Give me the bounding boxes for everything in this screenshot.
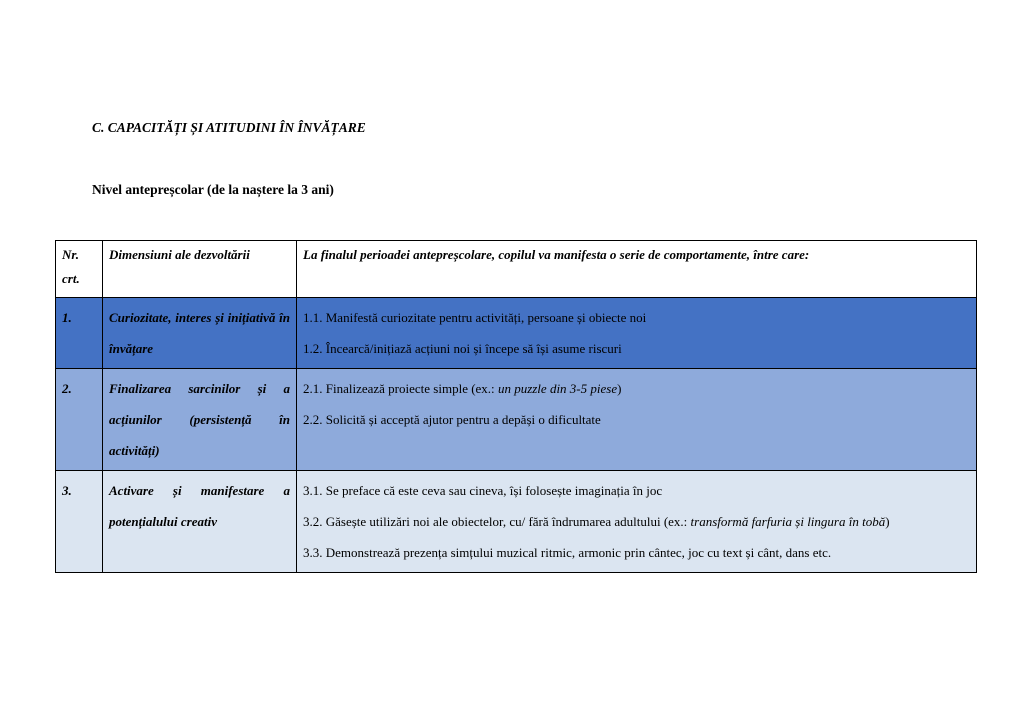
table-row	[56, 298, 977, 369]
header-dimension: Dimensiuni ale dezvoltării	[103, 241, 297, 298]
behavior-example: un puzzle din 3-5 piese	[497, 381, 618, 396]
header-nr: Nr. crt.	[56, 241, 103, 298]
development-table	[55, 240, 977, 573]
behavior-item	[303, 373, 970, 404]
behavior-item: 1.1. Manifestă curiozitate pentru activități, persoane și obiecte noi	[303, 310, 647, 325]
behavior-item: 3.3. Demonstrează prezența simțului muzical ritmic, armonic prin cântec, joc cu text și cânt, dans etc.	[303, 545, 832, 560]
header-behaviors: La finalul perioadei antepreșcolare, copilul va manifesta o serie de comportamente, între care:	[297, 241, 977, 298]
row-number: 1.	[56, 298, 103, 369]
behavior-text-end: )	[617, 381, 622, 396]
row-dimension: Activare și manifestare a potențialului creativ	[103, 471, 297, 573]
section-title: C. CAPACITĂȚI ȘI ATITUDINI ÎN ÎNVĂȚARE	[92, 120, 366, 135]
row-dimension: Curiozitate, interes și inițiativă în învățare	[103, 298, 297, 369]
row-behaviors	[297, 298, 977, 369]
behavior-text: 3.2. Găsește utilizări noi ale obiectelor, cu/ fără îndrumarea adultului (ex.:	[303, 514, 691, 529]
table-header-row	[56, 241, 977, 298]
behavior-text-end: )	[885, 514, 890, 529]
row-behaviors	[297, 471, 977, 573]
behavior-example: transformă farfuria și lingura în tobă	[690, 514, 886, 529]
table-row	[56, 369, 977, 471]
row-dimension: Finalizarea sarcinilor și a acțiunilor (persistență în activități)	[103, 369, 297, 471]
row-behaviors	[297, 369, 977, 471]
table-row	[56, 471, 977, 573]
row-number: 2.	[56, 369, 103, 471]
row-number: 3.	[56, 471, 103, 573]
behavior-item	[303, 506, 970, 537]
behavior-item: 3.1. Se preface că este ceva sau cineva, își folosește imaginația în joc	[303, 483, 663, 498]
behavior-text: 2.1. Finalizează proiecte simple (ex.:	[303, 381, 498, 396]
behavior-item: 1.2. Încearcă/inițiază acțiuni noi și începe să își asume riscuri	[303, 341, 622, 356]
level-title: Nivel antepreșcolar (de la naștere la 3 ani)	[92, 182, 334, 197]
behavior-item: 2.2. Solicită și acceptă ajutor pentru a depăși o dificultate	[303, 412, 601, 427]
